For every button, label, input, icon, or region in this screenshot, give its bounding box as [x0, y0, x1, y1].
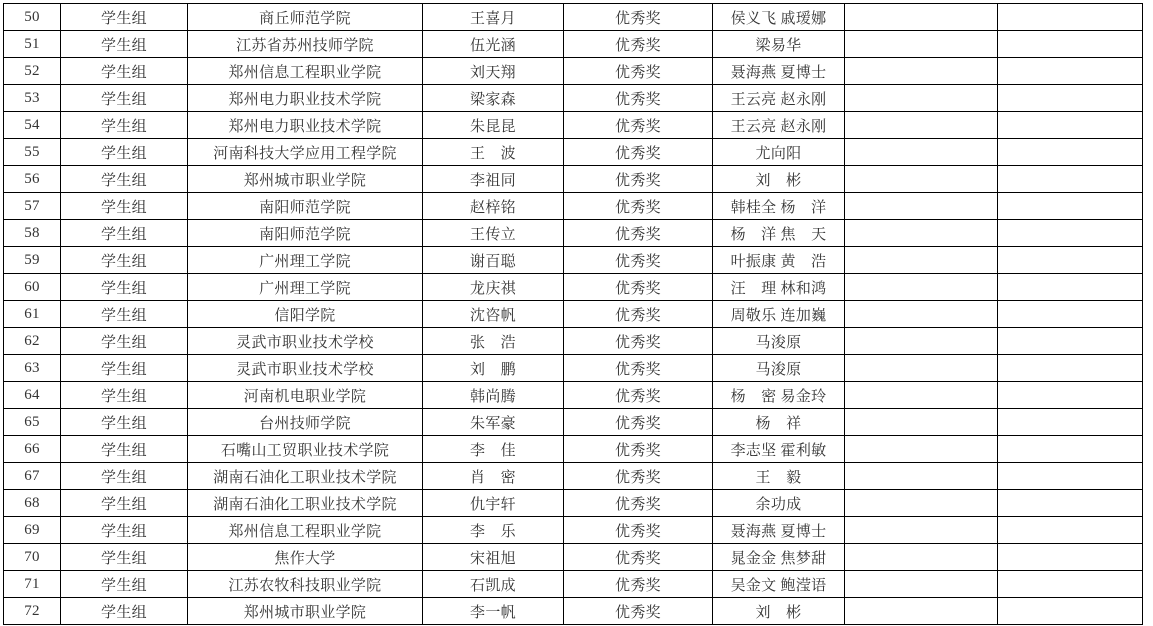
cell-seq: 53	[4, 85, 61, 112]
cell-group: 学生组	[61, 166, 188, 193]
cell-blank2	[998, 436, 1143, 463]
table-row	[4, 463, 1143, 490]
cell-name: 朱昆昆	[423, 112, 564, 139]
cell-name: 张 浩	[423, 328, 564, 355]
table-row	[4, 193, 1143, 220]
cell-seq: 70	[4, 544, 61, 571]
cell-award: 优秀奖	[564, 598, 713, 625]
cell-name: 李祖同	[423, 166, 564, 193]
cell-name: 李 乐	[423, 517, 564, 544]
cell-blank1	[845, 112, 998, 139]
cell-blank2	[998, 571, 1143, 598]
cell-group: 学生组	[61, 463, 188, 490]
cell-blank2	[998, 490, 1143, 517]
cell-name: 王传立	[423, 220, 564, 247]
cell-name: 韩尚腾	[423, 382, 564, 409]
cell-seq: 60	[4, 274, 61, 301]
cell-group: 学生组	[61, 490, 188, 517]
cell-group: 学生组	[61, 139, 188, 166]
cell-blank1	[845, 247, 998, 274]
table-row	[4, 166, 1143, 193]
cell-group: 学生组	[61, 355, 188, 382]
cell-blank2	[998, 4, 1143, 31]
cell-name: 谢百聪	[423, 247, 564, 274]
cell-group: 学生组	[61, 112, 188, 139]
cell-blank1	[845, 409, 998, 436]
cell-advisors: 周敬乐 连加巍	[713, 301, 845, 328]
cell-seq: 50	[4, 4, 61, 31]
cell-name: 沈咨帆	[423, 301, 564, 328]
cell-school: 郑州城市职业学院	[188, 598, 423, 625]
cell-seq: 54	[4, 112, 61, 139]
cell-blank2	[998, 274, 1143, 301]
cell-award: 优秀奖	[564, 166, 713, 193]
cell-group: 学生组	[61, 598, 188, 625]
cell-name: 梁家森	[423, 85, 564, 112]
cell-school: 郑州电力职业技术学院	[188, 85, 423, 112]
table-row	[4, 112, 1143, 139]
cell-award: 优秀奖	[564, 139, 713, 166]
cell-name: 仇宇轩	[423, 490, 564, 517]
cell-blank2	[998, 193, 1143, 220]
cell-seq: 69	[4, 517, 61, 544]
cell-blank1	[845, 31, 998, 58]
cell-blank1	[845, 58, 998, 85]
cell-name: 李一帆	[423, 598, 564, 625]
cell-advisors: 杨 密 易金玲	[713, 382, 845, 409]
cell-blank2	[998, 247, 1143, 274]
cell-group: 学生组	[61, 571, 188, 598]
cell-advisors: 李志坚 霍利敏	[713, 436, 845, 463]
cell-seq: 58	[4, 220, 61, 247]
cell-group: 学生组	[61, 301, 188, 328]
cell-blank2	[998, 220, 1143, 247]
cell-blank2	[998, 598, 1143, 625]
cell-advisors: 杨 洋 焦 天	[713, 220, 845, 247]
table-row	[4, 517, 1143, 544]
cell-name: 朱军豪	[423, 409, 564, 436]
table-row	[4, 598, 1143, 625]
cell-name: 肖 密	[423, 463, 564, 490]
cell-award: 优秀奖	[564, 4, 713, 31]
cell-award: 优秀奖	[564, 247, 713, 274]
table-row	[4, 274, 1143, 301]
cell-blank1	[845, 328, 998, 355]
cell-group: 学生组	[61, 328, 188, 355]
table-row	[4, 490, 1143, 517]
award-table-body	[4, 4, 1143, 625]
cell-school: 信阳学院	[188, 301, 423, 328]
cell-blank2	[998, 58, 1143, 85]
cell-seq: 66	[4, 436, 61, 463]
cell-group: 学生组	[61, 274, 188, 301]
cell-award: 优秀奖	[564, 328, 713, 355]
cell-blank1	[845, 274, 998, 301]
cell-advisors: 王 毅	[713, 463, 845, 490]
cell-blank1	[845, 139, 998, 166]
cell-group: 学生组	[61, 58, 188, 85]
cell-seq: 51	[4, 31, 61, 58]
cell-group: 学生组	[61, 85, 188, 112]
cell-blank2	[998, 112, 1143, 139]
cell-advisors: 余功成	[713, 490, 845, 517]
cell-group: 学生组	[61, 4, 188, 31]
cell-blank2	[998, 328, 1143, 355]
cell-award: 优秀奖	[564, 571, 713, 598]
cell-blank1	[845, 301, 998, 328]
cell-school: 郑州电力职业技术学院	[188, 112, 423, 139]
table-row	[4, 571, 1143, 598]
cell-name: 伍光涵	[423, 31, 564, 58]
cell-group: 学生组	[61, 220, 188, 247]
table-row	[4, 382, 1143, 409]
cell-school: 石嘴山工贸职业技术学院	[188, 436, 423, 463]
cell-blank1	[845, 382, 998, 409]
award-list-table	[3, 3, 1143, 625]
cell-school: 河南科技大学应用工程学院	[188, 139, 423, 166]
cell-award: 优秀奖	[564, 409, 713, 436]
cell-blank2	[998, 463, 1143, 490]
cell-school: 广州理工学院	[188, 274, 423, 301]
cell-advisors: 韩桂全 杨 洋	[713, 193, 845, 220]
cell-blank1	[845, 220, 998, 247]
table-row	[4, 31, 1143, 58]
cell-advisors: 汪 理 林和鸿	[713, 274, 845, 301]
cell-advisors: 王云亮 赵永刚	[713, 85, 845, 112]
cell-blank2	[998, 85, 1143, 112]
cell-blank1	[845, 571, 998, 598]
cell-blank2	[998, 139, 1143, 166]
cell-blank1	[845, 166, 998, 193]
cell-seq: 57	[4, 193, 61, 220]
cell-blank2	[998, 31, 1143, 58]
cell-award: 优秀奖	[564, 85, 713, 112]
table-row	[4, 139, 1143, 166]
cell-blank1	[845, 517, 998, 544]
cell-school: 江苏省苏州技师学院	[188, 31, 423, 58]
cell-seq: 72	[4, 598, 61, 625]
cell-seq: 52	[4, 58, 61, 85]
cell-school: 湖南石油化工职业技术学院	[188, 490, 423, 517]
table-row	[4, 220, 1143, 247]
cell-name: 石凯成	[423, 571, 564, 598]
cell-award: 优秀奖	[564, 544, 713, 571]
cell-advisors: 吴金文 鲍滢语	[713, 571, 845, 598]
table-row	[4, 436, 1143, 463]
cell-advisors: 马浚原	[713, 328, 845, 355]
cell-advisors: 聂海燕 夏博士	[713, 58, 845, 85]
cell-group: 学生组	[61, 409, 188, 436]
cell-blank1	[845, 544, 998, 571]
cell-school: 商丘师范学院	[188, 4, 423, 31]
cell-award: 优秀奖	[564, 355, 713, 382]
table-row	[4, 301, 1143, 328]
cell-group: 学生组	[61, 247, 188, 274]
cell-advisors: 马浚原	[713, 355, 845, 382]
cell-advisors: 刘 彬	[713, 166, 845, 193]
cell-advisors: 王云亮 赵永刚	[713, 112, 845, 139]
cell-blank2	[998, 355, 1143, 382]
cell-blank2	[998, 166, 1143, 193]
cell-award: 优秀奖	[564, 220, 713, 247]
cell-award: 优秀奖	[564, 193, 713, 220]
cell-blank1	[845, 85, 998, 112]
cell-advisors: 梁易华	[713, 31, 845, 58]
cell-award: 优秀奖	[564, 463, 713, 490]
cell-advisors: 刘 彬	[713, 598, 845, 625]
cell-blank2	[998, 517, 1143, 544]
cell-group: 学生组	[61, 31, 188, 58]
cell-seq: 55	[4, 139, 61, 166]
cell-name: 刘 鹏	[423, 355, 564, 382]
cell-award: 优秀奖	[564, 58, 713, 85]
cell-seq: 61	[4, 301, 61, 328]
cell-name: 王 波	[423, 139, 564, 166]
cell-name: 李 佳	[423, 436, 564, 463]
cell-seq: 56	[4, 166, 61, 193]
cell-blank2	[998, 409, 1143, 436]
cell-school: 南阳师范学院	[188, 220, 423, 247]
cell-group: 学生组	[61, 382, 188, 409]
cell-school: 郑州信息工程职业学院	[188, 58, 423, 85]
cell-seq: 65	[4, 409, 61, 436]
table-row	[4, 409, 1143, 436]
cell-advisors: 叶振康 黄 浩	[713, 247, 845, 274]
cell-seq: 59	[4, 247, 61, 274]
table-row	[4, 85, 1143, 112]
cell-blank2	[998, 382, 1143, 409]
cell-award: 优秀奖	[564, 436, 713, 463]
cell-blank1	[845, 193, 998, 220]
table-row	[4, 4, 1143, 31]
table-row	[4, 58, 1143, 85]
cell-school: 广州理工学院	[188, 247, 423, 274]
cell-seq: 71	[4, 571, 61, 598]
cell-seq: 62	[4, 328, 61, 355]
cell-advisors: 晁金金 焦梦甜	[713, 544, 845, 571]
cell-school: 灵武市职业技术学校	[188, 328, 423, 355]
cell-seq: 67	[4, 463, 61, 490]
cell-award: 优秀奖	[564, 274, 713, 301]
cell-group: 学生组	[61, 436, 188, 463]
cell-blank2	[998, 301, 1143, 328]
cell-advisors: 聂海燕 夏博士	[713, 517, 845, 544]
cell-name: 龙庆祺	[423, 274, 564, 301]
cell-group: 学生组	[61, 544, 188, 571]
cell-name: 宋祖旭	[423, 544, 564, 571]
cell-school: 台州技师学院	[188, 409, 423, 436]
cell-award: 优秀奖	[564, 301, 713, 328]
table-row	[4, 544, 1143, 571]
table-row	[4, 328, 1143, 355]
cell-blank1	[845, 4, 998, 31]
cell-blank1	[845, 436, 998, 463]
cell-name: 赵梓铭	[423, 193, 564, 220]
cell-seq: 64	[4, 382, 61, 409]
cell-school: 灵武市职业技术学校	[188, 355, 423, 382]
cell-award: 优秀奖	[564, 31, 713, 58]
cell-name: 王喜月	[423, 4, 564, 31]
table-row	[4, 247, 1143, 274]
cell-school: 郑州信息工程职业学院	[188, 517, 423, 544]
cell-seq: 63	[4, 355, 61, 382]
cell-school: 南阳师范学院	[188, 193, 423, 220]
cell-group: 学生组	[61, 517, 188, 544]
cell-award: 优秀奖	[564, 112, 713, 139]
cell-blank1	[845, 598, 998, 625]
cell-award: 优秀奖	[564, 382, 713, 409]
cell-advisors: 侯义飞 戚瑷娜	[713, 4, 845, 31]
cell-seq: 68	[4, 490, 61, 517]
cell-award: 优秀奖	[564, 517, 713, 544]
table-row	[4, 355, 1143, 382]
cell-blank1	[845, 355, 998, 382]
cell-blank1	[845, 463, 998, 490]
cell-school: 焦作大学	[188, 544, 423, 571]
cell-school: 湖南石油化工职业技术学院	[188, 463, 423, 490]
cell-school: 江苏农牧科技职业学院	[188, 571, 423, 598]
cell-school: 河南机电职业学院	[188, 382, 423, 409]
cell-school: 郑州城市职业学院	[188, 166, 423, 193]
cell-blank2	[998, 544, 1143, 571]
cell-advisors: 尤向阳	[713, 139, 845, 166]
cell-award: 优秀奖	[564, 490, 713, 517]
cell-name: 刘天翔	[423, 58, 564, 85]
cell-advisors: 杨 祥	[713, 409, 845, 436]
cell-blank1	[845, 490, 998, 517]
cell-group: 学生组	[61, 193, 188, 220]
